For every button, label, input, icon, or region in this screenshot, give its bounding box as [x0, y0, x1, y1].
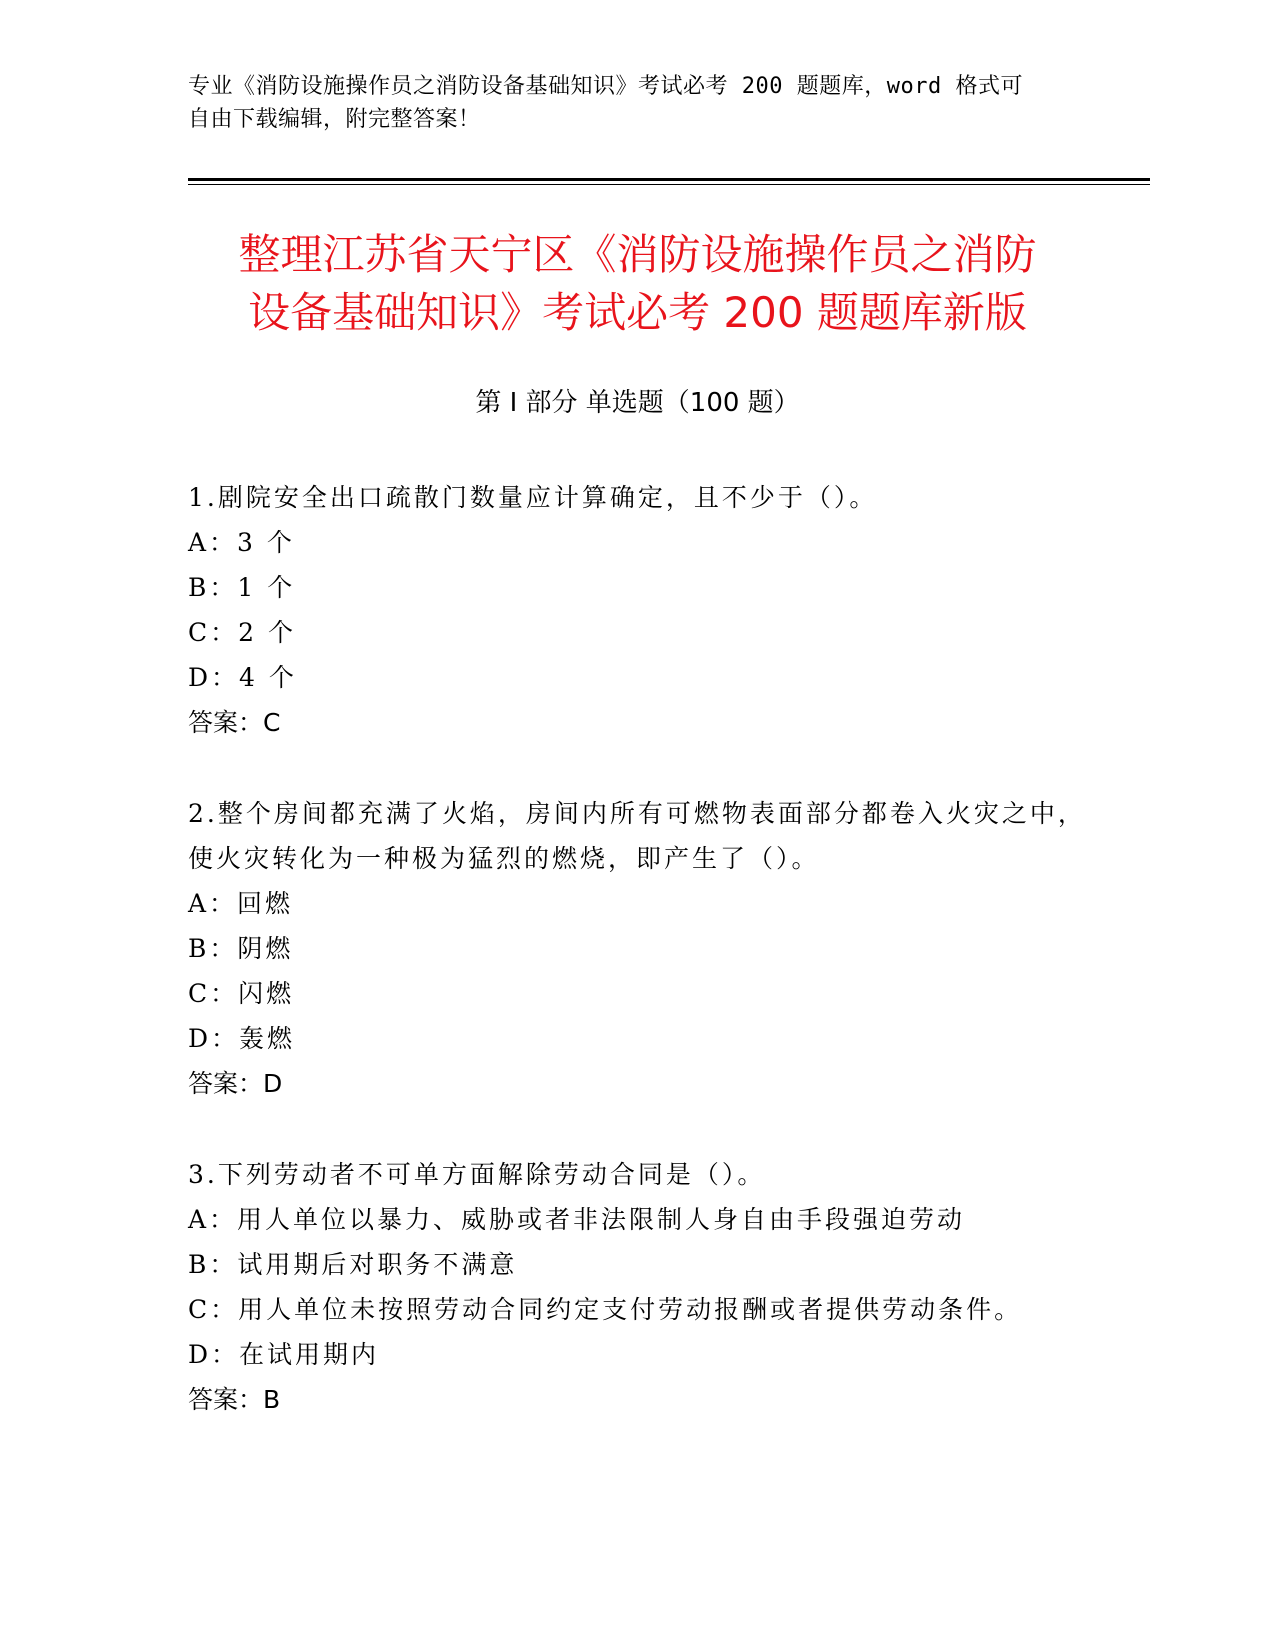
- option-a: A：3 个: [188, 528, 295, 557]
- question-stem: 1.剧院安全出口疏散门数量应计算确定，且不少于（）。: [188, 483, 878, 512]
- header-divider-thick: [188, 178, 1150, 181]
- option-d: D：4 个: [188, 663, 297, 692]
- question-1: [188, 475, 1088, 745]
- document-title-line-2: 设备基础知识》考试必考 200 题题库新版: [248, 288, 1027, 337]
- question-3: [188, 1152, 1088, 1422]
- option-a: A：回燃: [188, 889, 294, 918]
- header-note-line-1: 专业《消防设施操作员之消防设备基础知识》考试必考 200 题题库，word 格式可: [188, 74, 1023, 99]
- answer: 答案：C: [188, 708, 281, 737]
- answer: 答案：B: [188, 1385, 281, 1414]
- option-b: B：1 个: [188, 573, 296, 602]
- option-a: A：用人单位以暴力、威胁或者非法限制人身自由手段强迫劳动: [188, 1205, 966, 1234]
- option-b: B：试用期后对职务不满意: [188, 1250, 518, 1279]
- question-stem: 2.整个房间都充满了火焰，房间内所有可燃物表面部分都卷入火灾之中，使火灾转化为一种极为猛烈的燃烧，即产生了（）。: [188, 799, 1086, 873]
- option-d: D：在试用期内: [188, 1340, 380, 1369]
- document-title-line-1: 整理江苏省天宁区《消防设施操作员之消防: [238, 230, 1037, 279]
- question-stem: 3.下列劳动者不可单方面解除劳动合同是（）。: [188, 1160, 766, 1189]
- option-c: C：用人单位未按照劳动合同约定支付劳动报酬或者提供劳动条件。: [188, 1295, 1023, 1324]
- header-note-line-2: 自由下载编辑，附完整答案！: [188, 107, 481, 132]
- answer: 答案：D: [188, 1069, 283, 1098]
- document-title: [150, 226, 1125, 342]
- question-2: [188, 791, 1088, 1106]
- option-c: C：2 个: [188, 618, 296, 647]
- option-c: C：闪燃: [188, 979, 295, 1008]
- header-note: [188, 70, 1068, 136]
- option-d: D：轰燃: [188, 1024, 296, 1053]
- section-title: 第 I 部分 单选题（100 题）: [475, 388, 800, 418]
- header-divider-thin: [188, 184, 1150, 185]
- question-list: [188, 475, 1088, 1468]
- option-b: B：阴燃: [188, 934, 294, 963]
